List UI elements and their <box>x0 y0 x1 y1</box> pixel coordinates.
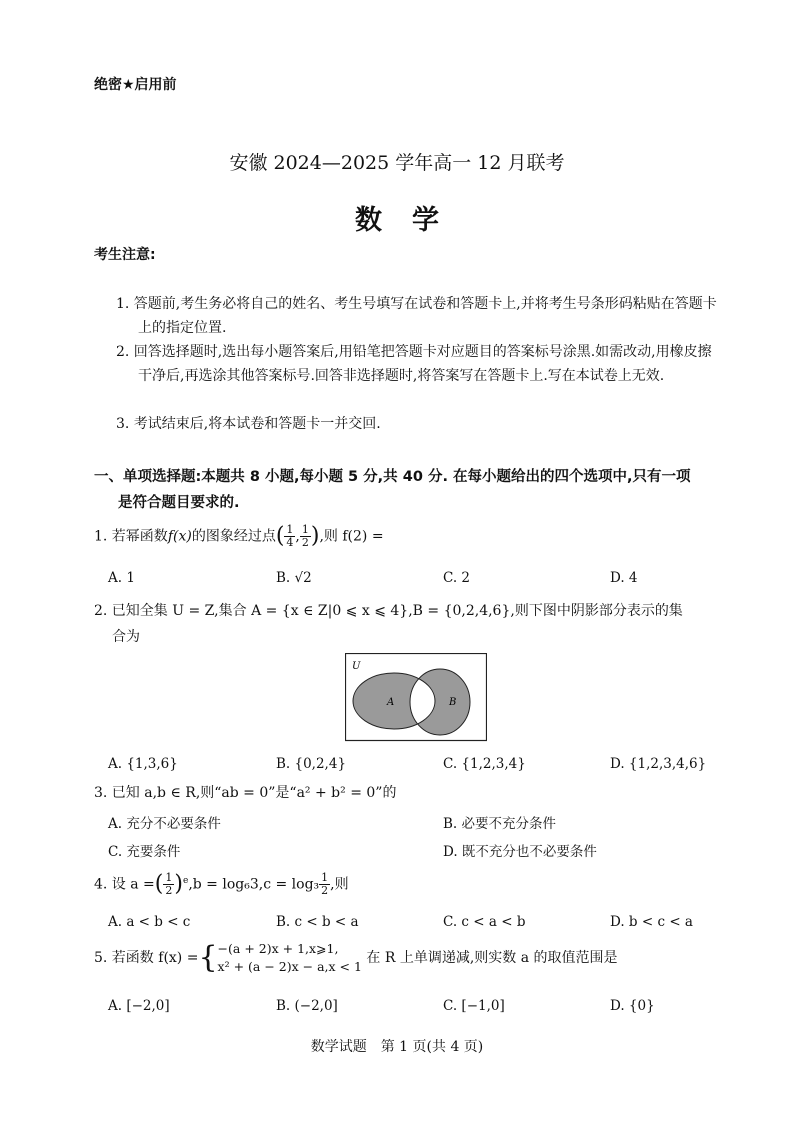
page-footer: 数学试题 第 1 页(共 4 页) <box>310 1039 484 1055</box>
exponent: e <box>182 876 189 886</box>
open-paren: ( <box>154 871 164 897</box>
option-a: A. 充分不必要条件 <box>108 816 221 832</box>
venn-diagram <box>345 653 487 743</box>
confidential-mark: 绝密★启用前 <box>94 77 177 93</box>
notice-text: 3. 考试结束后,将本试卷和答题卡一并交回. <box>116 416 381 432</box>
venn-label-b: B <box>449 697 457 708</box>
notice-text: 1. 答题前,考生务必将自己的姓名、考生号填写在试卷和答题卡上,并将考生号条形码粘贴在答题卡上的指定位置. <box>116 296 717 336</box>
option-d: D. b < c < a <box>610 914 693 930</box>
option-c: C. 2 <box>443 570 471 586</box>
q4-prefix: 4. 设 a = <box>94 876 155 893</box>
option-d: D. {1,2,3,4,6} <box>610 756 707 772</box>
close-paren: ) <box>310 523 320 549</box>
option-b: B. (−2,0] <box>276 998 338 1014</box>
exam-title: 安徽 2024—2025 学年高一 12 月联考 <box>229 152 565 174</box>
section-heading-line1: 一、单项选择题:本题共 8 小题,每小题 5 分,共 40 分. 在每小题给出的四个选项中,只有一项 <box>94 469 691 485</box>
q1-prefix: 1. 若幂函数 <box>94 528 168 545</box>
option-a: A. 1 <box>108 570 135 586</box>
section-heading-line2: 是符合题目要求的. <box>118 495 240 511</box>
venn-label-u: U <box>352 661 361 672</box>
q2-line1: 2. 已知全集 U = Z,集合 A = {x ∈ Z|0 ⩽ x ⩽ 4},B = {0,2,4,6},则下图中阴影部分表示的集 <box>94 603 683 619</box>
option-d: D. 既不充分也不必要条件 <box>443 844 597 860</box>
option-c: C. {1,2,3,4} <box>443 756 526 772</box>
q1-mid: 的图象经过点 <box>191 528 276 545</box>
question-5 <box>94 940 724 976</box>
q2-line2: 合为 <box>112 629 140 645</box>
left-brace: { <box>198 940 218 975</box>
option-c: C. [−1,0] <box>443 998 505 1014</box>
notice-text: 2. 回答选择题时,选出每小题答案后,用铅笔把答题卡对应题目的答案标号涂黑.如需改动,用橡皮擦干净后,再选涂其他答案标号.回答非选择题时,将答案写在答题卡上.写在本试卷上无效. <box>116 344 712 384</box>
q5-prefix: 5. 若函数 f(x) = <box>94 950 199 966</box>
option-a: A. a < b < c <box>108 914 191 930</box>
option-b: B. c < b < a <box>276 914 359 930</box>
q1-suffix: ,则 f(2) = <box>319 528 384 545</box>
section-heading <box>94 464 714 516</box>
q1-function: f(x) <box>167 528 192 545</box>
fraction: $\frac{1}{2}$ <box>301 523 309 549</box>
option-b: B. {0,2,4} <box>276 756 347 772</box>
question-4 <box>94 870 724 897</box>
option-b: B. 必要不充分条件 <box>443 816 557 832</box>
fraction: $\frac{1}{2}$ <box>321 871 329 898</box>
notice-item <box>116 292 722 340</box>
question-3: 3. 已知 a,b ∈ R,则“ab = 0”是“a² + b² = 0”的 <box>94 785 397 801</box>
q5-suffix: 在 R 上单调递减,则实数 a 的取值范围是 <box>366 950 618 966</box>
piece-2: x² + (a − 2)x − a,x < 1 <box>217 959 362 974</box>
notice-item <box>116 412 722 436</box>
notice-item <box>116 340 722 388</box>
question-2 <box>94 598 724 650</box>
option-d: D. {0} <box>610 998 655 1014</box>
venn-label-a: A <box>387 697 395 708</box>
open-paren: ( <box>275 523 285 549</box>
option-b: B. √2 <box>276 570 312 586</box>
question-1: 1. 若幂函数f(x)的图象经过点( $\frac{1}{4}$ , $\frac{1}{2}$ ),则 f(2) = <box>94 523 384 549</box>
q4-suffix: ,则 <box>330 876 349 893</box>
option-a: A. {1,3,6} <box>108 756 178 772</box>
fraction: $\frac{1}{4}$ <box>286 523 294 549</box>
option-a: A. [−2,0] <box>108 998 170 1014</box>
subject-title: 数学 <box>355 205 469 236</box>
option-c: C. 充要条件 <box>108 844 181 860</box>
notice-heading: 考生注意: <box>94 247 156 263</box>
option-d: D. 4 <box>610 570 638 586</box>
piecewise-cases <box>218 940 362 976</box>
close-paren: ) <box>174 871 183 897</box>
q4-mid: ,b = log₆3,c = log₃ <box>188 876 320 893</box>
piece-1: −(a + 2)x + 1,x⩾1, <box>217 941 339 956</box>
fraction: $\frac{1}{2}$ <box>165 871 173 898</box>
option-c: C. c < a < b <box>443 914 526 930</box>
